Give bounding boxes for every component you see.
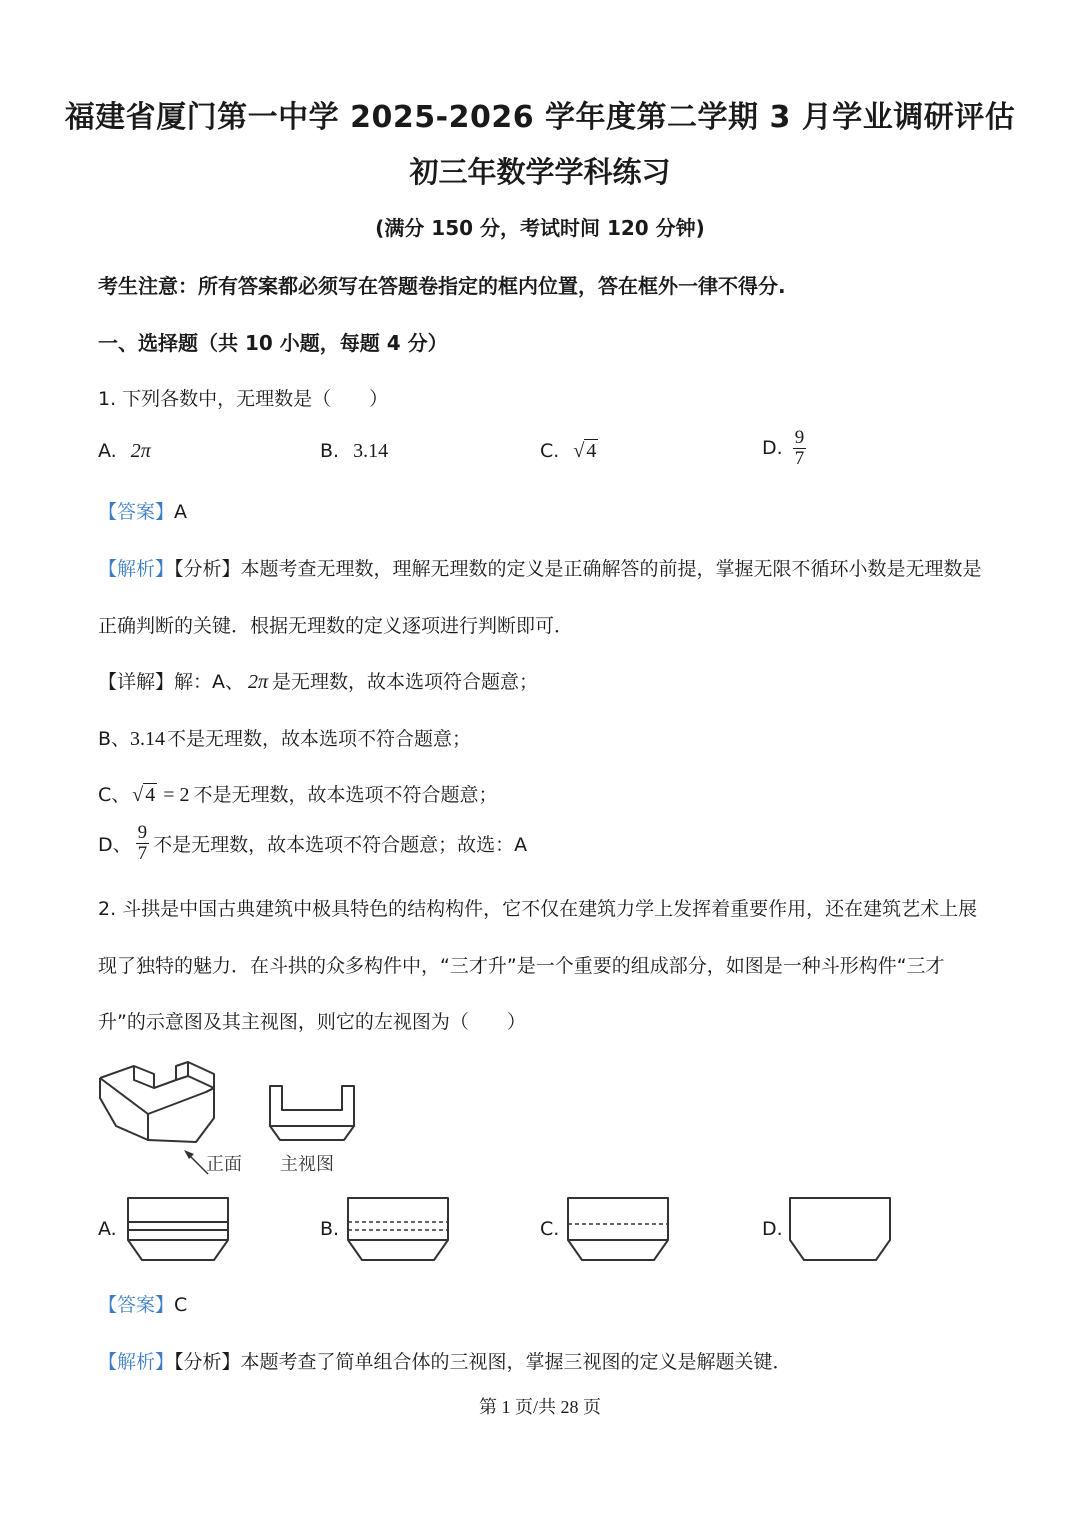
numerator: 9 (794, 427, 805, 448)
detail-text: 不是无理数，故本选项不符合题意； (193, 784, 498, 806)
answer-tag: 【答案】 (98, 501, 175, 523)
section-title: 一、选择题（共 10 小题，每题 4 分） (98, 331, 448, 355)
analysis-text: 【分析】本题考查了简单组合体的三视图，掌握三视图的定义是解题关键． (174, 1351, 792, 1373)
option-label: C. (540, 440, 560, 462)
page-footer: 第 1 页/共 28 页 (478, 1397, 601, 1417)
option-label: A. (98, 440, 117, 462)
analysis-text: 【分析】本题考查无理数，理解无理数的定义是正确解答的前提，掌握无限不循环小数是无理数是 (174, 558, 982, 580)
option-value: 3.14 (353, 440, 389, 462)
fraction (136, 823, 150, 864)
q2-option-c-label: C. (540, 1218, 560, 1240)
math-2pi: 2π (248, 671, 269, 693)
page-title: 福建省厦门第一中学 2025-2026 学年度第二学期 3 月学业调研评估 (64, 100, 1016, 135)
component-3d-figure (96, 1058, 256, 1178)
radicand: 4 (145, 784, 156, 806)
front-label: 正面 (206, 1154, 242, 1175)
q2-stem-line2: 现了独特的魅力．在斗拱的众多构件中，“三才升”是一个重要的组成部分，如图是一种斗形构件“三才 (98, 955, 945, 977)
q1-detail-b (98, 724, 471, 751)
sqrt-expression: √ 4 (573, 440, 597, 462)
q1-analysis-line1 (98, 554, 982, 581)
q1-detail-c (98, 780, 498, 807)
q2-option-b-figure (346, 1196, 452, 1266)
radicand: 4 (586, 440, 597, 462)
denominator: 7 (794, 448, 805, 469)
math-3-14: 3.14 (130, 728, 166, 750)
q1-analysis-line2: 正确判断的关键．根据无理数的定义逐项进行判断即可． (98, 615, 574, 637)
detail-prefix: 【详解】解：A、 (98, 671, 244, 693)
q2-stem-line1: 2. 斗拱是中国古典建筑中极具特色的结构构件，它不仅在建筑力学上发挥着重要作用，还在建筑艺术上展 (98, 898, 978, 920)
main-view-figure (268, 1082, 358, 1142)
detail-prefix: C、 (98, 784, 131, 806)
detail-text: 是无理数，故本选项符合题意； (272, 671, 539, 693)
equals-two: = 2 (163, 784, 190, 806)
fraction (793, 428, 807, 469)
analysis-tag: 【解析】 (98, 1351, 175, 1373)
page-subtitle: 初三年数学学科练习 (409, 155, 671, 189)
q2-option-a-label: A. (98, 1218, 117, 1240)
exam-info: (满分 150 分，考试时间 120 分钟) (375, 216, 705, 240)
q1-detail-d (98, 823, 527, 864)
answer-value: C (174, 1294, 188, 1316)
option-label: D. (762, 437, 783, 459)
q2-answer (98, 1290, 187, 1317)
analysis-tag: 【解析】 (98, 558, 175, 580)
q1-option-a (98, 440, 151, 463)
q2-option-c-figure (566, 1196, 672, 1266)
q1-option-c (540, 440, 598, 463)
numerator: 9 (137, 822, 148, 843)
q2-option-d-label: D. (762, 1218, 783, 1240)
sqrt-expression: √ 4 (132, 784, 156, 806)
main-view-label: 主视图 (280, 1154, 334, 1175)
q2-option-a-figure (126, 1196, 232, 1266)
answer-tag: 【答案】 (98, 1294, 175, 1316)
q1-option-b (320, 440, 388, 463)
q1-detail-a (98, 667, 538, 694)
q2-stem-line3: 升”的示意图及其主视图，则它的左视图为（ ） (98, 1011, 526, 1033)
q2-option-d-figure (788, 1196, 894, 1266)
q1-stem: 1. 下列各数中，无理数是（ ） (98, 388, 389, 410)
option-value: 2π (130, 440, 151, 462)
q1-answer (98, 497, 187, 524)
detail-prefix: D、 (98, 834, 132, 856)
answer-value: A (174, 501, 188, 523)
detail-prefix: B、 (98, 728, 131, 750)
detail-text: 不是无理数，故本选项不符合题意； (167, 728, 472, 750)
q2-option-b-label: B. (320, 1218, 340, 1240)
q2-analysis (98, 1347, 792, 1374)
detail-text: 不是无理数，故本选项不符合题意；故选：A (153, 834, 528, 856)
denominator: 7 (137, 843, 148, 864)
exam-notice: 考生注意：所有答案都必须写在答题卷指定的框内位置，答在框外一律不得分. (98, 274, 786, 298)
option-label: B. (320, 440, 340, 462)
q1-option-d (762, 428, 810, 469)
